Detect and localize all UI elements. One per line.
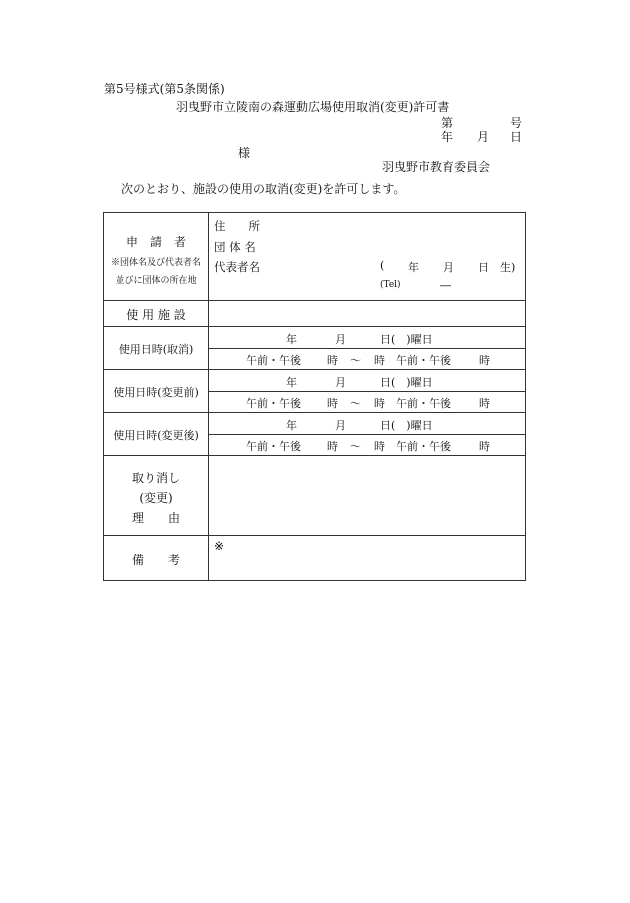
date-month: 月 bbox=[477, 130, 490, 144]
period-cancel-to-ampm: 午前・午後 bbox=[396, 354, 451, 367]
remarks-mark: ※ bbox=[214, 539, 225, 553]
period-cancel-hour1: 時 bbox=[327, 354, 338, 367]
remarks-label: 備 考 bbox=[131, 553, 180, 567]
address-label: 住 所 bbox=[214, 219, 260, 233]
permit-table bbox=[103, 212, 526, 581]
date-year: 年 bbox=[441, 130, 454, 144]
group-name-label: 団 体 名 bbox=[214, 240, 256, 254]
intro-text: 次のとおり、施設の使用の取消(変更)を許可します。 bbox=[121, 182, 406, 196]
birth-open: ( bbox=[380, 259, 385, 272]
period-before-label: 使用日時(変更前) bbox=[113, 386, 199, 399]
period-cancel-hour2: 時 bbox=[374, 354, 385, 367]
period-before-tilde: ～ bbox=[350, 397, 361, 410]
period-after-to-ampm: 午前・午後 bbox=[396, 440, 451, 453]
period-after-hour3: 時 bbox=[479, 440, 490, 453]
facility-label: 使 用 施 設 bbox=[126, 308, 186, 322]
period-after-month: 月 bbox=[335, 419, 346, 432]
date-day: 日 bbox=[510, 130, 523, 144]
period-before-year: 年 bbox=[286, 376, 297, 389]
period-before-day-weekday: 日( )曜日 bbox=[380, 376, 433, 389]
period-cancel-hour3: 時 bbox=[479, 354, 490, 367]
period-before-hour2: 時 bbox=[374, 397, 385, 410]
period-before-hour1: 時 bbox=[327, 397, 338, 410]
period-cancel-month: 月 bbox=[335, 333, 346, 346]
applicant-note-1: ※団体名及び代表者名 bbox=[110, 258, 201, 268]
period-before-hour3: 時 bbox=[479, 397, 490, 410]
tel-dash: ― bbox=[440, 279, 451, 292]
addressee-suffix: 様 bbox=[238, 146, 251, 160]
period-after-year: 年 bbox=[286, 419, 297, 432]
period-after-label: 使用日時(変更後) bbox=[113, 429, 199, 442]
period-cancel-year: 年 bbox=[286, 333, 297, 346]
applicant-note-2: 並びに団体の所在地 bbox=[115, 276, 197, 286]
birth-close: 生) bbox=[500, 261, 516, 274]
period-after-from-ampm: 午前・午後 bbox=[246, 440, 301, 453]
representative-label: 代表者名 bbox=[214, 260, 260, 274]
issuer: 羽曳野市教育委員会 bbox=[382, 160, 491, 174]
period-cancel-label: 使用日時(取消) bbox=[118, 343, 194, 356]
tel-label: (Tel) bbox=[380, 280, 401, 290]
period-after-day-weekday: 日( )曜日 bbox=[380, 419, 433, 432]
period-after-hour1: 時 bbox=[327, 440, 338, 453]
period-cancel-tilde: ～ bbox=[350, 354, 361, 367]
number-dai: 第 bbox=[441, 116, 454, 130]
period-cancel-from-ampm: 午前・午後 bbox=[246, 354, 301, 367]
birth-day: 日 bbox=[478, 261, 489, 274]
period-after-hour2: 時 bbox=[374, 440, 385, 453]
number-go: 号 bbox=[510, 116, 523, 130]
reason-line-1: 取り消し bbox=[131, 471, 180, 485]
period-after-tilde: ～ bbox=[350, 440, 361, 453]
reason-line-2: (変更) bbox=[139, 491, 173, 505]
reason-line-3: 理 由 bbox=[131, 511, 180, 525]
period-before-month: 月 bbox=[335, 376, 346, 389]
period-before-to-ampm: 午前・午後 bbox=[396, 397, 451, 410]
form-number: 第5号様式(第5条関係) bbox=[104, 82, 225, 96]
period-cancel-day-weekday: 日( )曜日 bbox=[380, 333, 433, 346]
document-title: 羽曳野市立陵南の森運動広場使用取消(変更)許可書 bbox=[176, 100, 450, 114]
period-before-from-ampm: 午前・午後 bbox=[246, 397, 301, 410]
birth-month: 月 bbox=[443, 261, 454, 274]
birth-year: 年 bbox=[408, 261, 419, 274]
applicant-label: 申 請 者 bbox=[125, 235, 186, 249]
